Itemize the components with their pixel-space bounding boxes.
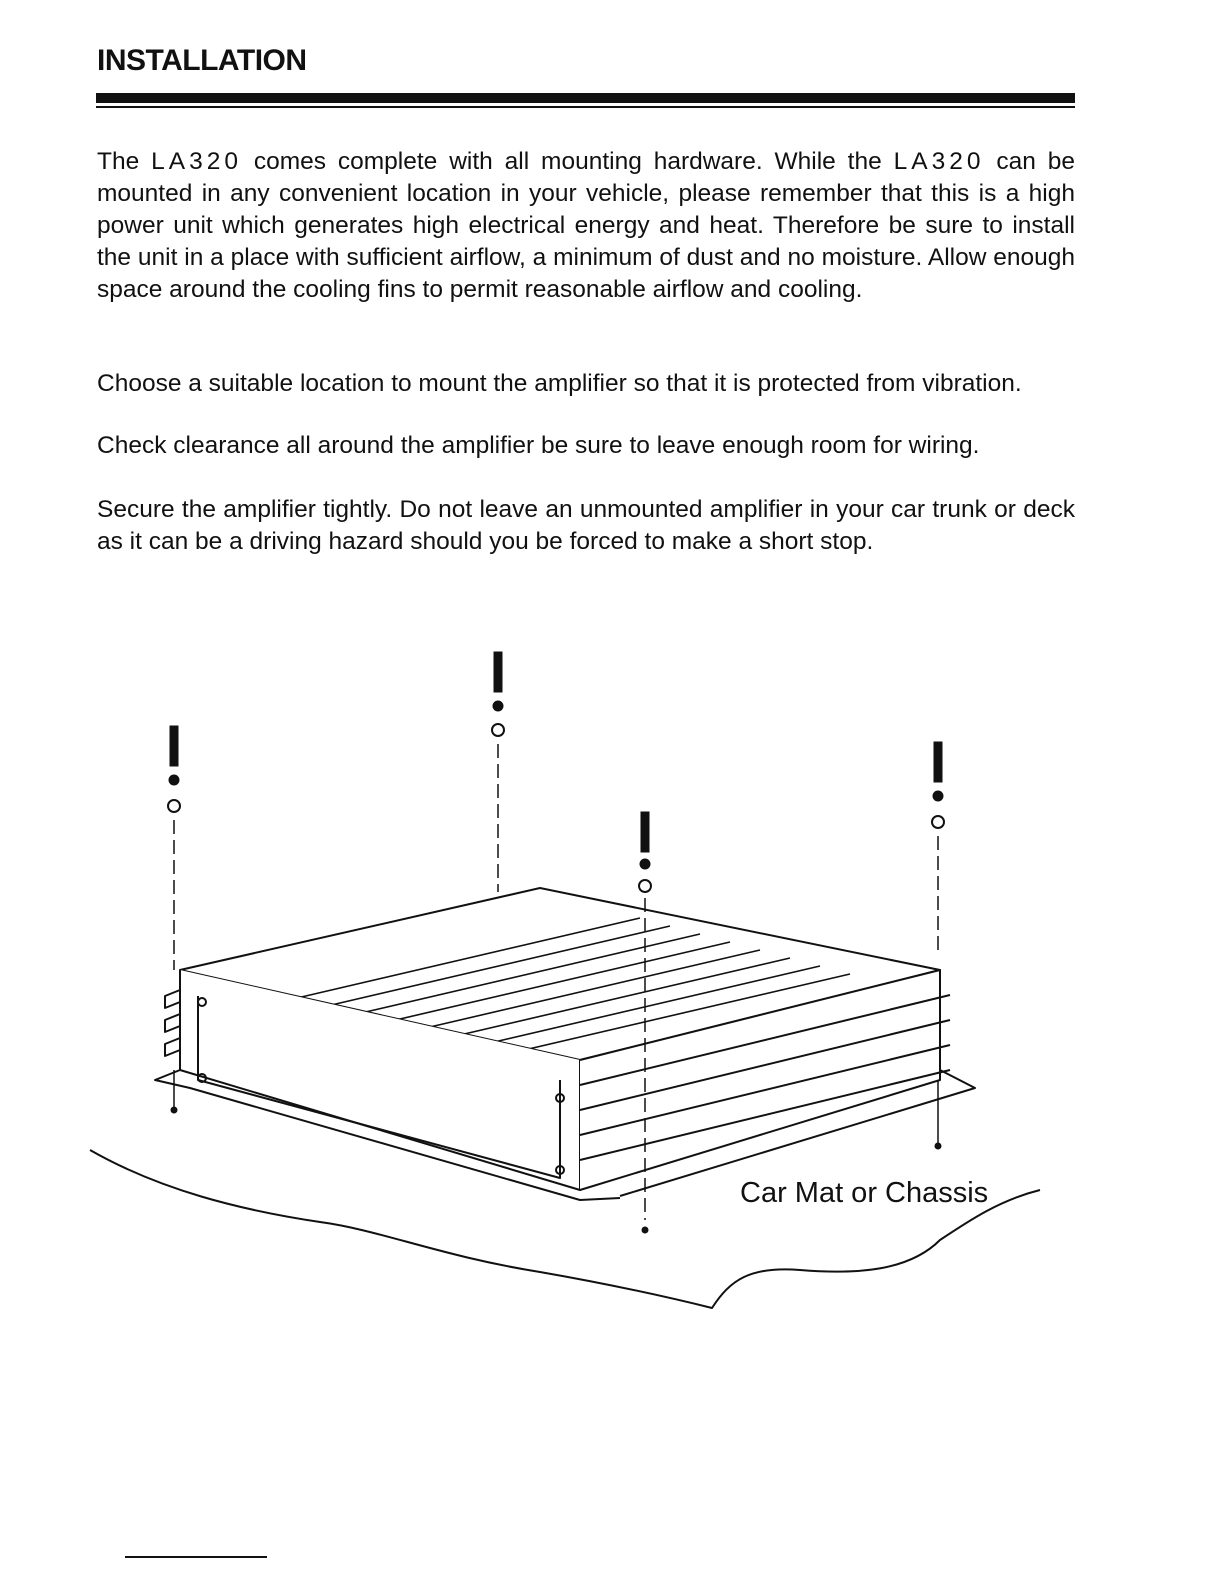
secure-paragraph: Secure the amplifier tightly. Do not leave an unmounted amplifier in your car trunk or deck as it can be a driving hazard should you be forced to make a short stop.: [97, 496, 1075, 555]
screw-icon: [932, 742, 944, 1149]
clearance-paragraph: Check clearance all around the amplifier be sure to leave enough room for wiring.: [97, 432, 980, 459]
location-paragraph: Choose a suitable location to mount the amplifier so that it is protected from vibration.: [97, 370, 1022, 397]
title-rule-thin: [96, 106, 1075, 108]
title-rule-thick: [96, 93, 1075, 103]
intro-paragraph: The LA320 comes complete with all mounting hardware. While the LA320 can be mounted in any convenient location in your vehicle, please remember that this is a high power unit which generates high electrical energy and heat. Therefore be sure to install the unit in a place with sufficient airflow, a minimum of dust and no moisture. Allow enough space around the cooling fins to permit reasonable airflow and cooling.: [97, 148, 1076, 303]
figure-caption: Car Mat or Chassis: [740, 1177, 989, 1209]
screw-icon: [492, 652, 504, 892]
footnote-rule: [125, 1556, 267, 1558]
amplifier-mounting-illustration: [80, 630, 1060, 1330]
page-title: INSTALLATION: [97, 44, 307, 77]
